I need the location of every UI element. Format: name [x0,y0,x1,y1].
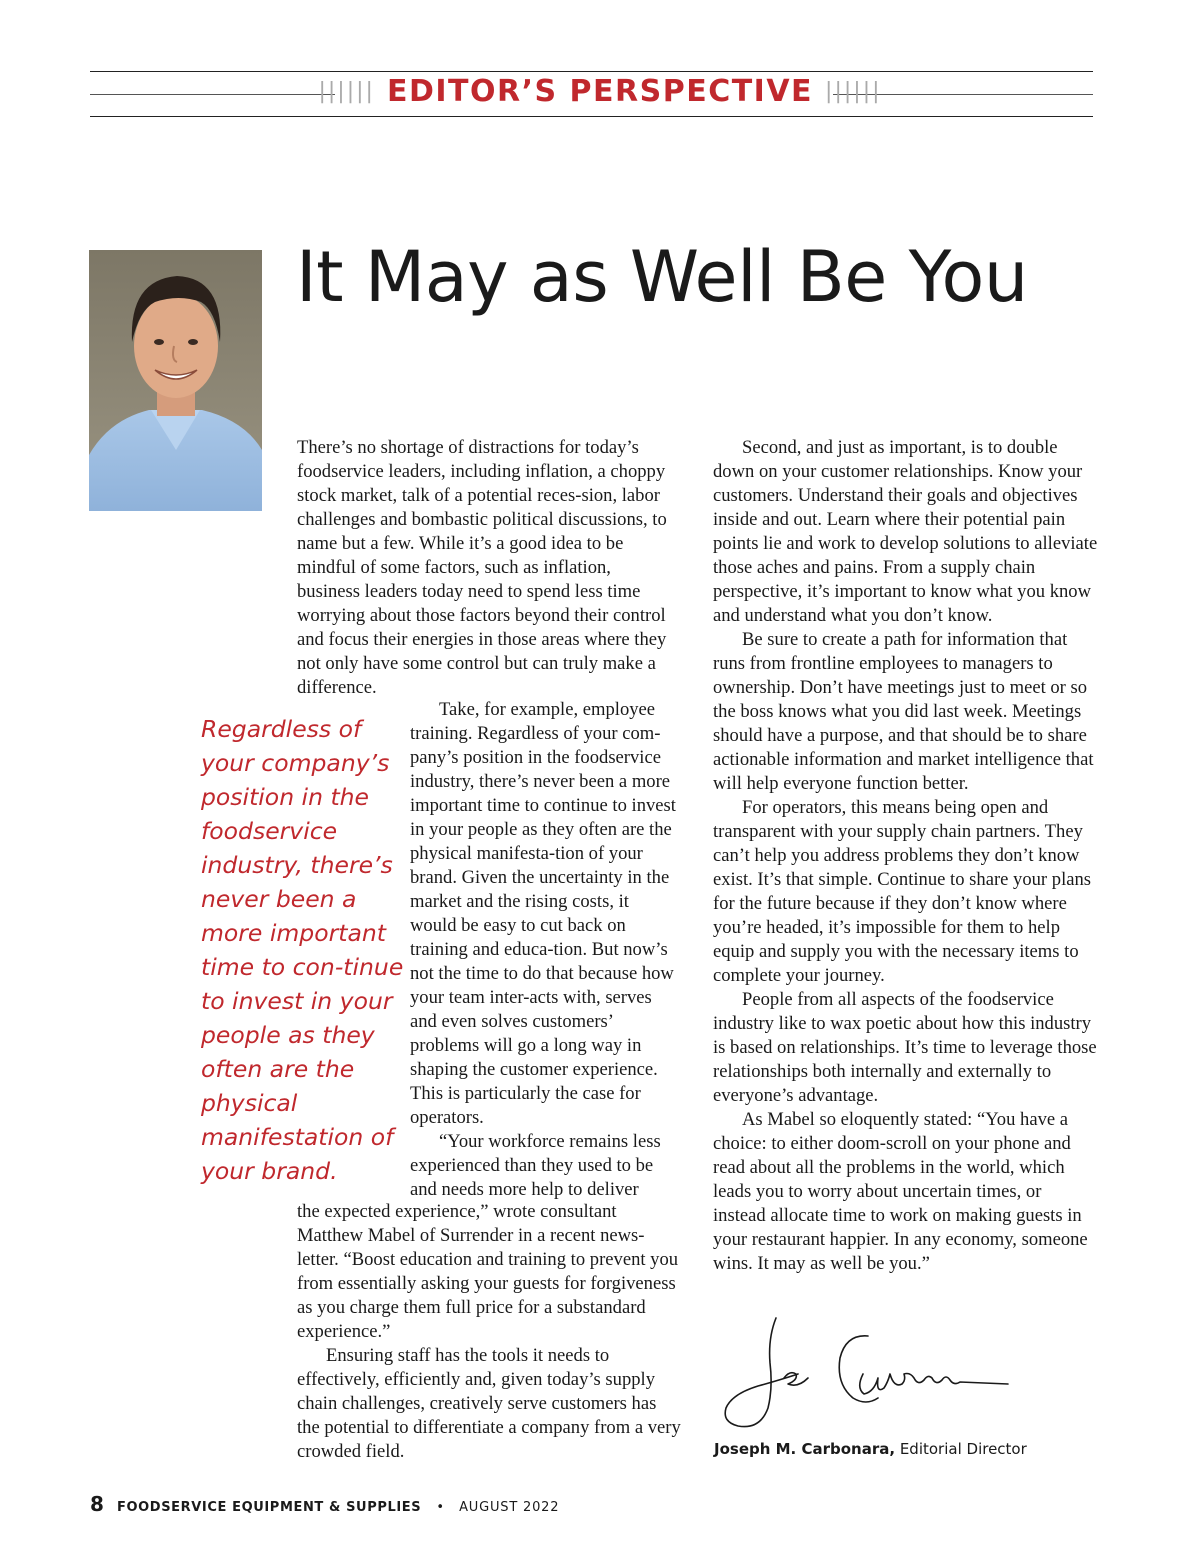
page-number: 8 [90,1492,104,1516]
article-paragraph: For operators, this means being open and transparent with your supply chain partners. They can’t help you address problems they don’t know exist. It’s that simple. Continue to share your plans for the future because if they don’t know where you’re headed, it’s impossible for them to help equip and supply you with the necessary items to complete your journey. [713,797,1092,986]
issue-date: AUGUST 2022 [459,1500,560,1515]
article-headline: It May as Well Be You [296,236,1028,318]
header-rule-top [90,71,1093,72]
article-paragraph: There’s no shortage of distractions for today’s foodservice leaders, including inflation, a choppy stock market, talk of a potential reces-sion, labor challenges and bombastic political discussions, to name but a few. While it’s a good idea to be mindful of some factors, such as inflation, business leaders today need to spend less time worrying about those factors beyond their control and focus their energies in those areas where they not only have some control but can truly make a difference. [297,437,667,698]
article-column-left-bottom [297,1200,682,1464]
publication-name: FOODSERVICE EQUIPMENT & SUPPLIES [117,1500,422,1515]
author-name: Joseph M. Carbonara, [714,1440,896,1458]
article-paragraph: As Mabel so eloquently stated: “You have a choice: to either doom-scroll on your phone and read about all the problems in the world, which leads you to worry about uncertain times, or instead allocate time to work on making guests in your restaurant happier. In any economy, someone wins. It may as well be you.” [713,1109,1088,1274]
article-paragraph: Be sure to create a path for information that runs from frontline employees to managers to ownership. Don’t have meetings just to meet or so the boss knows what you did last week. Meetings should have a purpose, and that should be to share actionable information and market intelligence that will help everyone function better. [713,629,1094,794]
banner-bars-right: |||||| [825,79,882,104]
section-label: EDITOR’S PERSPECTIVE [386,74,814,109]
article-column-right [713,436,1098,1276]
author-title: Editorial Director [895,1440,1027,1458]
page-footer [90,1492,559,1516]
article-column-left-top [297,436,677,700]
article-paragraph: Second, and just as important, is to double down on your customer relationships. Know your customers. Understand their goals and objectives inside and out. Learn where their potential pain points lie and work to develop solutions to alleviate those aches and pains. From a supply chain perspective, it’s important to know what you know and understand what you don’t know. [713,437,1098,626]
article-column-left-mid [410,698,678,1202]
section-banner [0,74,1200,114]
article-paragraph: Take, for example, employee training. Regardless of your com-pany’s position in the foodservice industry, there’s never been a more important time to continue to invest in your people as they often are the physical manifesta-tion of your brand. Given the uncertainty in the market and the rising costs, it would be easy to cut back on training and educa-tion. But now’s not the time to do that because how your team inter-acts with, serves and even solves customers’ problems will go a long way in shaping the customer experience. This is particularly the case for operators. [410,699,676,1128]
article-paragraph: People from all aspects of the foodservice industry like to wax poetic about how this industry is based on relationships. It’s time to leverage those relationships both internally and externally to everyone’s advantage. [713,989,1097,1106]
handwritten-signature [718,1308,1018,1438]
article-paragraph: “Your workforce remains less experienced than they used to be and needs more help to deliver [410,1131,661,1200]
article-paragraph: Ensuring staff has the tools it needs to effectively, efficiently and, given today’s supply chain challenges, creatively serve customers has the potential to differentiate a company from a very crowded field. [297,1345,681,1462]
author-photo [89,250,262,511]
header-rule-bottom [90,116,1093,117]
pull-quote: Regardless of your company’s position in the foodservice industry, there’s never been a more important time to con-tinue to invest in your people as they often are the physical manifestation of your brand. [201,715,404,1185]
article-paragraph: the expected experience,” wrote consultant Matthew Mabel of Surrender in a recent news-letter. “Boost education and training to prevent you from essentially asking your guests for forgiveness as you charge them full price for a substandard experience.” [297,1201,679,1342]
footer-separator: • [436,1500,444,1515]
signature-caption [714,1440,1027,1458]
banner-bars-left: |||||| [318,79,375,104]
